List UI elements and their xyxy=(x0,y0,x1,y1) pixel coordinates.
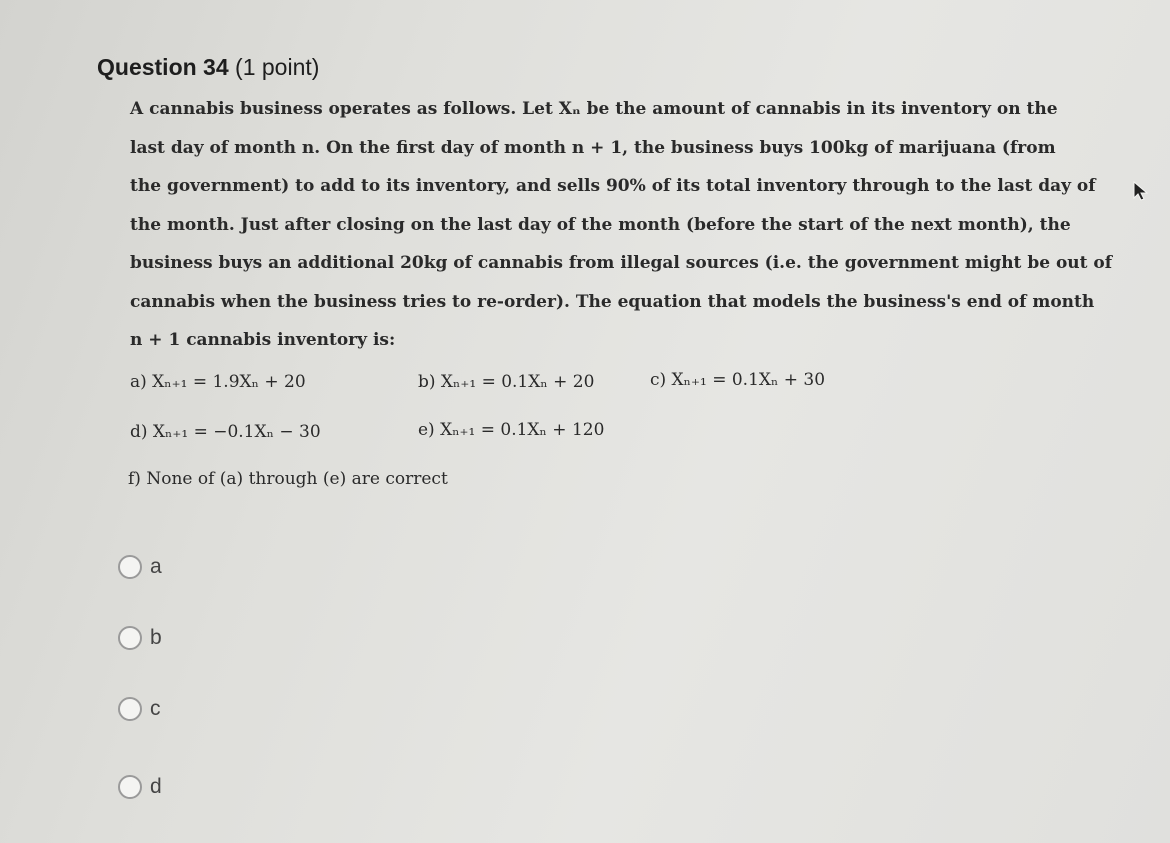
radio-button-c[interactable] xyxy=(118,697,142,721)
stem-line: the month. Just after closing on the last day of the month (before the start of the next month), the xyxy=(130,214,1071,235)
stem-line: cannabis when the business tries to re-order). The equation that models the business's end of month xyxy=(130,291,1095,312)
mouse-pointer-icon xyxy=(1132,180,1152,202)
answer-option-b[interactable] xyxy=(118,626,162,650)
answer-label-d: d xyxy=(150,775,162,798)
radio-button-a[interactable] xyxy=(118,555,142,579)
answer-label-c: c xyxy=(150,697,161,720)
choice-d-text: d) Xₙ₊₁ = −0.1Xₙ − 30 xyxy=(130,422,321,442)
choice-a-text: a) Xₙ₊₁ = 1.9Xₙ + 20 xyxy=(130,372,306,392)
question-number: Question 34 xyxy=(97,54,229,80)
answer-label-b: b xyxy=(150,626,162,649)
answer-option-a[interactable] xyxy=(118,555,162,579)
question-header xyxy=(97,54,319,81)
stem-line: n + 1 cannabis inventory is: xyxy=(130,330,396,350)
stem-line: business buys an additional 20kg of cannabis from illegal sources (i.e. the government might be out of xyxy=(130,253,1113,273)
choice-f-text: f) None of (a) through (e) are correct xyxy=(128,469,448,489)
choice-c-text: c) Xₙ₊₁ = 0.1Xₙ + 30 xyxy=(650,370,826,390)
radio-button-b[interactable] xyxy=(118,626,142,650)
radio-button-d[interactable] xyxy=(118,775,142,799)
question-stem xyxy=(130,90,1113,360)
choice-b-text: b) Xₙ₊₁ = 0.1Xₙ + 20 xyxy=(418,372,595,392)
stem-line: the government) to add to its inventory, and sells 90% of its total inventory through to the last day of xyxy=(130,176,1096,196)
answer-label-a: a xyxy=(150,555,162,578)
stem-line: A cannabis business operates as follows. Let Xₙ be the amount of cannabis in its inventory on the xyxy=(130,99,1058,119)
answer-option-c[interactable] xyxy=(118,697,161,721)
stem-line: last day of month n. On the first day of month n + 1, the business buys 100kg of marijuana (from xyxy=(130,137,1056,158)
choice-e-text: e) Xₙ₊₁ = 0.1Xₙ + 120 xyxy=(418,420,605,440)
answer-option-d[interactable] xyxy=(118,775,162,799)
question-points: (1 point) xyxy=(235,54,320,80)
